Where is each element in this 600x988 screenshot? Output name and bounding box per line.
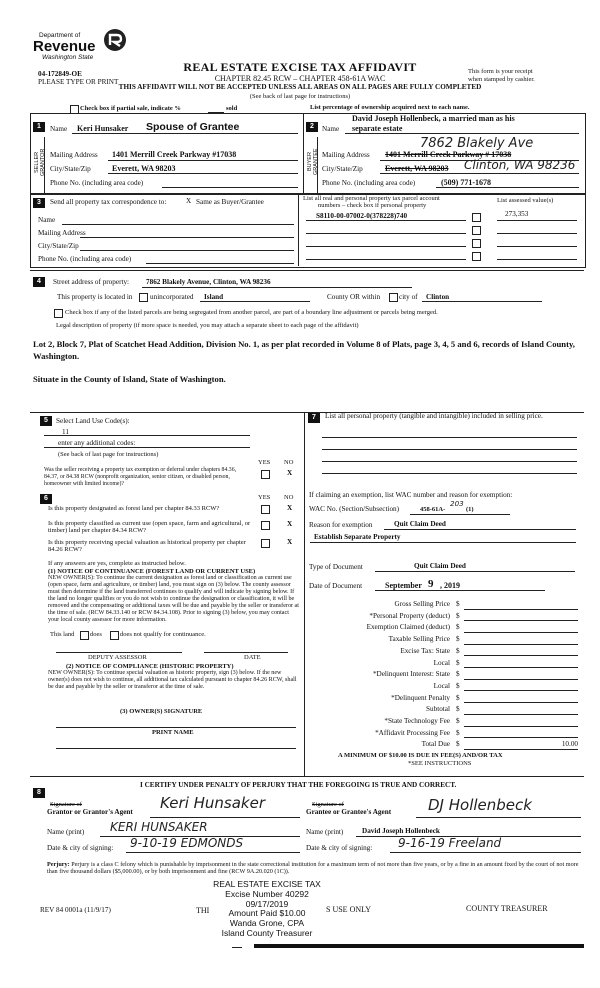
city-of-label: city of [399, 293, 418, 301]
fee-label: Total Due [421, 740, 450, 749]
fee-currency: $ [456, 728, 460, 737]
does-label: does [90, 631, 102, 638]
unincorporated-checkbox[interactable] [139, 293, 148, 302]
buyer-phone-value[interactable]: (509) 771-1678 [441, 178, 491, 187]
pct-ownership-note: List percentage of ownership acquired next to each name. [310, 104, 470, 111]
county-label: County OR within [327, 293, 381, 301]
s6-q2: Is this property classified as current use (open space, farm and agricultural, or timber) land per chapter 84.34 RCW? [48, 520, 251, 535]
located-label: This property is located in [57, 293, 133, 301]
exemption-yes-checkbox[interactable] [261, 470, 270, 479]
hist-text: NEW OWNER(S): To continue special valuation as historic property, sign (3) below. If the new owner(s) does not wish to continue, all additional tax calculated pursuant to chapter 84.26 RCW, shall be due and payable by the seller or transferor at the time of sale. [48, 670, 297, 690]
legal-description-1[interactable]: Lot 2, Block 7, Plat of Scatchet Head Addition, Division No. 1, as per plat recorded in Volume 8 of Plats, page 3, 4, 5 and 6, records of Island County, Washington. [33, 339, 575, 361]
parcel-header-1: List all real and personal property tax parcel account [303, 195, 440, 202]
doc-date-day[interactable]: 9 [428, 578, 434, 590]
buyer-mailing-label: Mailing Address [322, 151, 370, 159]
reason-value-2[interactable]: Establish Separate Property [314, 533, 401, 541]
stamp-line-2: Excise Number 40292 [225, 888, 309, 899]
exemption-claim-label: If claiming an exemption, list WAC number and reason for exemption: [309, 491, 513, 499]
parcel-personal-checkbox-3[interactable] [472, 239, 481, 248]
s5-see-back: (See back of last page for instructions) [58, 451, 159, 458]
doc-date-year[interactable]: , 2019 [440, 581, 460, 590]
doc-type-value[interactable]: Quit Claim Deed [414, 562, 466, 570]
city-value[interactable]: Clinton [426, 293, 450, 301]
s6-any-yes: If any answers are yes, complete as instructed below. [48, 560, 186, 567]
type-note: PLEASE TYPE OR PRINT [38, 78, 119, 86]
fee-currency: $ [456, 705, 460, 714]
s6-q3-yes-checkbox[interactable] [261, 539, 270, 548]
receipt-note-1: This form is your receipt [468, 68, 533, 75]
doc-type-label: Type of Document [309, 563, 363, 571]
print-name-label: PRINT NAME [152, 729, 194, 736]
s6-yes: YES [258, 494, 271, 501]
fee-currency: $ [456, 635, 460, 644]
legal-label: Legal description of property (if more space is needed, you may attach a separate sheet to each page of the affidavit) [56, 322, 359, 329]
grantor-sig-label-2: Grantor or Grantor's Agent [47, 808, 133, 816]
stamp-line-5: Wanda Grone, CPA [229, 918, 305, 929]
owner-sig-label: (3) OWNER(S) SIGNATURE [120, 708, 203, 715]
parcel-personal-checkbox-4[interactable] [472, 252, 481, 261]
form-chapter: CHAPTER 82.45 RCW – CHAPTER 458-61A WAC [214, 74, 386, 83]
logo-dept: Department of [39, 32, 81, 39]
treasurer-thi: THI [196, 906, 210, 915]
fee-label: *Personal Property (deduct) [369, 611, 450, 620]
section-1-number: 1 [33, 122, 45, 132]
logo-state: Washington State [42, 54, 94, 61]
fee-label: Subtotal [426, 705, 450, 714]
reason-label: Reason for exemption [309, 521, 373, 529]
s6-no: NO [284, 494, 294, 501]
stamp-line-6: Island County Treasurer [221, 927, 313, 938]
additional-codes-label: enter any additional codes: [58, 439, 136, 447]
street-label: Street address of property: [53, 278, 130, 286]
partial-sold-label: sold [226, 105, 238, 112]
fee-value[interactable]: 10.00 [561, 740, 578, 749]
treasurer-use-only: S USE ONLY [326, 905, 371, 914]
seller-name-extra: Spouse of Grantee [146, 121, 240, 133]
seller-city-value[interactable]: Everett, WA 98203 [112, 164, 176, 173]
see-instructions: *SEE INSTRUCTIONS [408, 760, 472, 767]
segregated-checkbox[interactable] [54, 309, 63, 318]
logo-name: Revenue [33, 38, 96, 55]
s5-yes: YES [258, 459, 271, 466]
s6-q3-no-answer[interactable]: X [287, 538, 293, 546]
parcel-value[interactable]: S8110-00-07002-0(378228)740 [316, 212, 408, 220]
deputy-date-label: DATE [244, 654, 261, 661]
fee-label: *Delinquent Penalty [391, 693, 450, 702]
cu-text: NEW OWNER(S): To continue the current designation as forest land or classification as current use (open space, farm and agriculture, or timber) land, you must sign on (3) below. The county assessor must then determine if the land transferred continues to qualify and will indicate by signing below. If the land no longer qualifies or you do not wish to continue the designation or classification, it will be removed and the compensating or additional taxes will be due and payable by the seller or transferor at the time of sale. (RCW 84.33.140 or RCW 84.34.108). Prior to signing (3) below, you may contact your local county assessor for more information. [48, 575, 299, 623]
parcel-personal-checkbox-2[interactable] [472, 226, 481, 235]
see-back-note: (See back of last page for instructions) [249, 93, 351, 100]
s6-q3: Is this property receiving special valuation as historical property per chapter 84.26 RCW? [48, 539, 246, 554]
fee-currency: $ [456, 740, 460, 749]
buyer-phone-label: Phone No. (including area code) [322, 179, 416, 187]
parcel-personal-checkbox-1[interactable] [472, 213, 481, 222]
seller-name-value[interactable]: Keri Hunsaker [77, 124, 129, 133]
grantor-name-print-label: Name (print) [47, 828, 85, 836]
buyer-city-handwritten: Clinton, WA 98236 [464, 158, 576, 172]
minimum-note: A MINIMUM OF $10.00 IS DUE IN FEE(S) AND/OR TAX [338, 752, 503, 759]
exemption-no-answer[interactable]: X [287, 469, 293, 477]
grantor-sig-label-1: Signature of [50, 801, 82, 808]
form-id: 04-172849-OE [38, 70, 82, 78]
wac-sub[interactable]: (1) [466, 506, 474, 513]
grantee-date-city[interactable]: 9-16-19 Freeland [398, 836, 502, 850]
grantor-signature[interactable]: Keri Hunsaker [160, 794, 266, 812]
same-as-buyer-label: Same as Buyer/Grantee [196, 198, 264, 206]
grantee-sig-label-1: Signature of [312, 801, 344, 808]
does-checkbox[interactable] [80, 631, 89, 640]
personal-property-label: List all personal property (tangible and intangible) included in selling price. [325, 412, 543, 420]
perjury-text [47, 861, 583, 875]
wac-label: WAC No. (Section/Subsection) [309, 505, 400, 513]
fee-currency: $ [456, 717, 460, 725]
grantee-sig-label-2: Grantee or Grantee's Agent [306, 808, 392, 816]
fee-label: *Delinquent Interest: State [372, 670, 450, 679]
fee-label: Excise Tax: State [400, 646, 450, 655]
grantor-date-city-label: Date & city of signing: [47, 844, 114, 852]
seller-mailing-value[interactable]: 1401 Merrill Creek Parkway #17038 [112, 150, 237, 159]
deputy-assessor-label: DEPUTY ASSESSOR [88, 654, 147, 661]
perjury-body: Perjury is a class C felony which is punishable by imprisonment in the state correctional institution for a maximum term of not more than five years, or by a fine in an amount fixed by the court of not more than five thousand dollars ($5,000.00), or by both imprisonment and fine (RCW 9A.20.020 (1C)). [47, 861, 579, 876]
s3-mailing-label: Mailing Address [38, 229, 86, 237]
fee-currency: $ [456, 658, 460, 667]
fee-label: Exemption Claimed (deduct) [366, 623, 450, 632]
fee-label: Local [433, 658, 450, 667]
certify-text: I CERTIFY UNDER PENALTY OF PERJURY THAT THE FOREGOING IS TRUE AND CORRECT. [140, 781, 457, 789]
section-6-number: 6 [40, 494, 52, 504]
logo-emblem-icon [103, 28, 127, 52]
street-value[interactable]: 7862 Blakely Avenue, Clinton, WA 98236 [146, 278, 271, 286]
s6-q1: Is this property designated as forest land per chapter 84.33 RCW? [48, 505, 220, 512]
s3-city-label: City/State/Zip [38, 242, 79, 250]
buyer-side-label: BUYER GRANTEE [307, 148, 319, 176]
unincorporated-label: unincorporated [150, 293, 194, 301]
wac-handwritten: 203 [450, 499, 464, 508]
grantee-signature[interactable]: DJ Hollenbeck [428, 796, 532, 814]
fee-currency: $ [456, 670, 460, 679]
perjury-label: Perjury: [47, 861, 70, 868]
s6-q1-no-answer[interactable]: X [287, 504, 293, 512]
receipt-note-2: when stamped by cashier. [468, 76, 535, 83]
grantor-name-print[interactable]: KERI HUNSAKER [110, 820, 208, 834]
seller-side-label: SELLER GRANTOR [34, 148, 46, 176]
section-7-number: 7 [308, 413, 320, 423]
seller-name-label: Name [50, 125, 68, 133]
fee-currency: $ [456, 611, 460, 620]
buyer-mailing-handwritten: 7862 Blakely Ave [420, 136, 534, 151]
section-2-number: 2 [306, 122, 318, 132]
fee-currency: $ [456, 600, 460, 608]
partial-sale-label: Check box if partial sale, indicate % [80, 105, 181, 112]
footer-bar [254, 944, 584, 948]
buyer-name-value-2[interactable]: separate estate [352, 124, 403, 133]
reason-value[interactable]: Quit Claim Deed [394, 520, 446, 528]
buyer-city-label: City/State/Zip [322, 165, 363, 173]
grantor-date-city[interactable]: 9-10-19 EDMONDS [130, 836, 244, 850]
fee-currency: $ [456, 693, 460, 702]
assessed-header: List assessed value(s) [497, 197, 554, 204]
s6-q2-yes-checkbox[interactable] [261, 521, 270, 530]
city-of-checkbox[interactable] [389, 293, 398, 302]
doc-date-month[interactable]: September [385, 581, 422, 590]
fee-label: *Affidavit Processing Fee [375, 728, 450, 737]
form-title: REAL ESTATE EXCISE TAX AFFIDAVIT [183, 60, 417, 74]
form-warning: THIS AFFIDAVIT WILL NOT BE ACCEPTED UNLESS ALL AREAS ON ALL PAGES ARE FULLY COMPLETED [118, 83, 482, 91]
s5-no: NO [284, 459, 294, 466]
section-5-number: 5 [40, 416, 52, 426]
section-8-number: 8 [33, 788, 45, 798]
hist-title: (2) NOTICE OF COMPLIANCE (HISTORIC PROPERTY) [66, 663, 234, 670]
seller-mailing-label: Mailing Address [50, 151, 98, 159]
exemption-question: Was the seller receiving a property tax exemption or deferral under chapters 84.36, 84.37, or 84.38 RCW (nonprofit organization, senior citizen, or disabled person, homeowner with limited income)? [44, 467, 237, 488]
grantee-name-print-label: Name (print) [306, 828, 344, 836]
form-revision: REV 84 0001a (11/9/17) [40, 906, 111, 914]
does-not-label: does not qualify for continuance. [120, 631, 206, 638]
fee-label: Taxable Selling Price [388, 635, 450, 644]
fee-label: Gross Selling Price [394, 600, 450, 608]
seller-city-label: City/State/Zip [50, 165, 91, 173]
fee-currency: $ [456, 681, 460, 690]
buyer-mailing-struck[interactable]: 1401 Merrill Creek Parkway # 17038 [385, 150, 512, 159]
fee-label: *State Technology Fee [384, 717, 450, 725]
doc-date-label: Date of Document [309, 582, 363, 590]
parcel-header-2: numbers – check box if personal property [318, 202, 427, 209]
buyer-city-struck[interactable]: Everett, WA 98203 [385, 164, 449, 173]
fee-currency: $ [456, 623, 460, 632]
grantee-date-city-label: Date & city of signing: [306, 844, 373, 852]
send-correspondence-label: Send all property tax correspondence to: [50, 198, 167, 206]
wac-value[interactable]: 458-61A- [420, 506, 446, 513]
grantee-name-print[interactable]: David Joseph Hollenbeck [362, 827, 440, 835]
stamp-line-1: REAL ESTATE EXCISE TAX [213, 879, 321, 889]
county-value[interactable]: Island [204, 293, 224, 301]
section-3-number: 3 [33, 198, 45, 208]
land-use-label: Select Land Use Code(s): [56, 417, 130, 425]
stamp-line-4: Amount Paid $10.00 [228, 908, 306, 919]
fee-currency: $ [456, 646, 460, 655]
seller-phone-label: Phone No. (including area code) [50, 179, 144, 187]
land-use-value[interactable]: 11 [62, 428, 69, 436]
legal-description-2[interactable]: Situate in the County of Island, State of Washington. [33, 374, 226, 384]
assessed-value[interactable]: 273,353 [505, 210, 529, 218]
buyer-name-value-1[interactable]: David Joseph Hollenbeck, a married man as his [352, 114, 515, 123]
buyer-name-label: Name [322, 125, 340, 133]
s3-name-label: Name [38, 216, 56, 224]
s6-q2-no-answer[interactable]: X [287, 520, 293, 528]
fee-label: Local [433, 681, 450, 690]
treasurer-stamp [200, 880, 334, 939]
cu-title: (1) NOTICE OF CONTINUANCE (FOREST LAND OR CURRENT USE) [48, 568, 256, 575]
stamp-line-3: 09/17/2019 [245, 898, 289, 909]
section-4-number: 4 [33, 277, 45, 287]
does-not-checkbox[interactable] [110, 631, 119, 640]
county-treasurer-label: COUNTY TREASURER [466, 904, 548, 913]
segregated-label: Check box if any of the listed parcels are being segregated from another parcel, are part of a boundary line adjustment or parcels being merged. [65, 309, 438, 316]
this-land-label: This land [50, 631, 75, 638]
s3-phone-label: Phone No. (including area code) [38, 255, 132, 263]
s6-q1-yes-checkbox[interactable] [261, 505, 270, 514]
same-as-buyer-checkbox[interactable]: X [186, 197, 192, 205]
